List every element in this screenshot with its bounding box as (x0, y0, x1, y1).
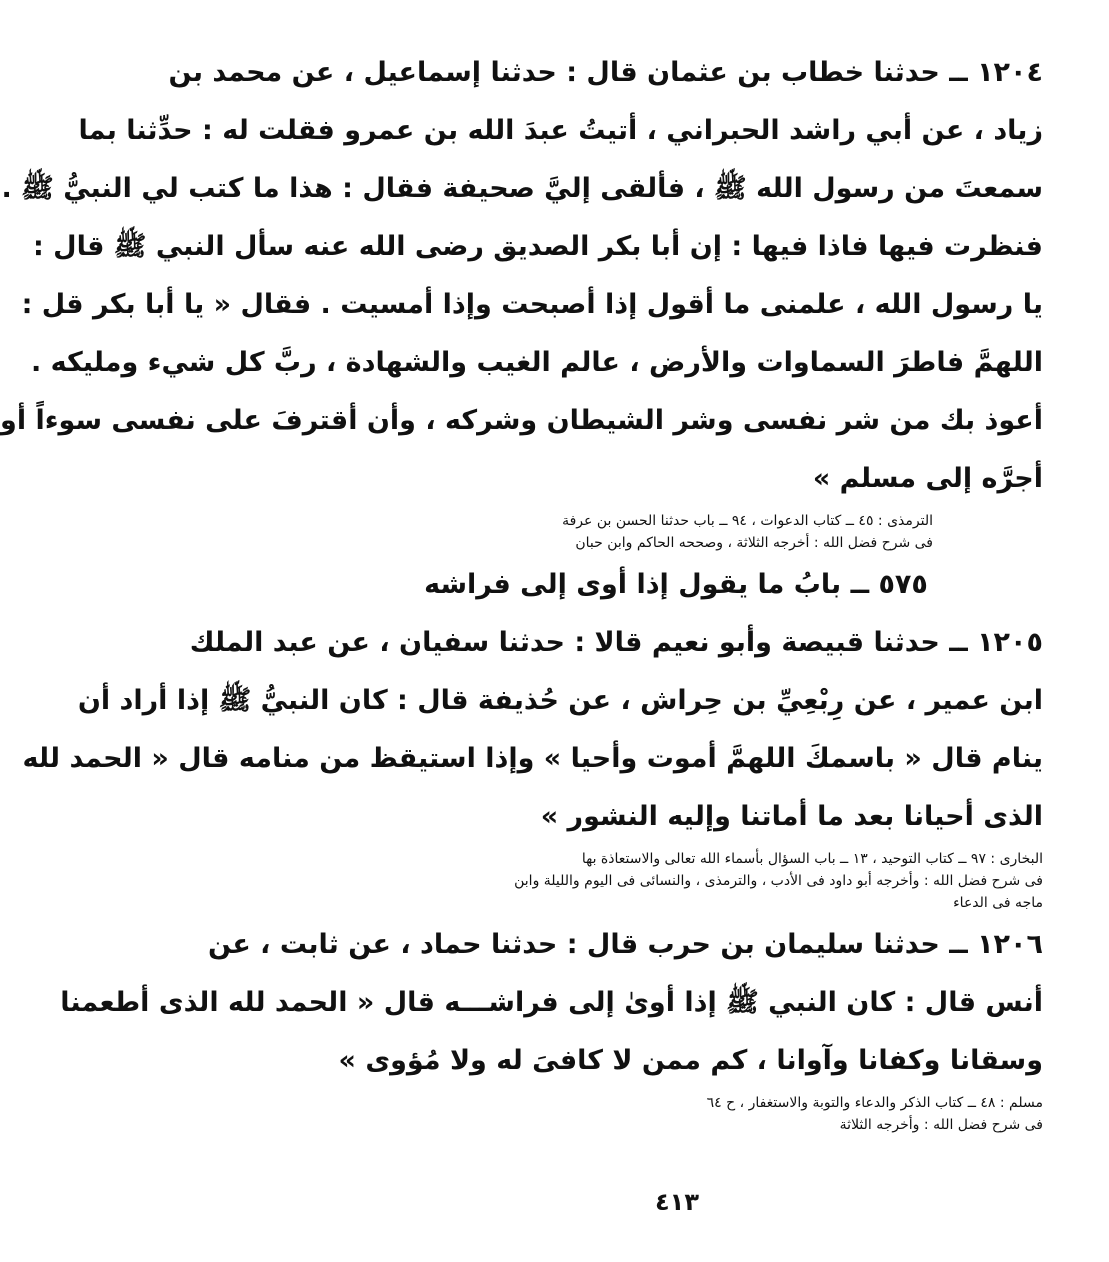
text-line: سمعتَ من رسول الله ﷺ ، فألقى إليَّ صحيفة فقال : هذا ما كتب لي النبيُّ ﷺ . (1, 173, 1043, 204)
footnote-line: البخارى : ٩٧ ــ كتاب التوحيد ، ١٣ ــ باب السؤال بأسماء الله تعالى والاستعاذة بها (581, 851, 1043, 867)
footnote-line: فى شرح فضل الله : أخرجه الثلاثة ، وصححه الحاكم وابن حبان (575, 535, 933, 551)
page-number: ٤١٣ (655, 1188, 699, 1216)
footnote-line: ماجه فى الدعاء (953, 895, 1043, 911)
text-line: فنظرت فيها فاذا فيها : إن أبا بكر الصديق رضى الله عنه سأل النبي ﷺ قال : (32, 231, 1043, 262)
hadith-1205 (22, 614, 1043, 846)
text-line: ١٢٠٦ ــ حدثنا سليمان بن حرب قال : حدثنا حماد ، عن ثابت ، عن (208, 929, 1043, 960)
text-line: أعوذ بك من شر نفسى وشر الشيطان وشركه ، وأن أقترفَ على نفسى سوءاً أو (0, 405, 1043, 436)
text-line: ١٢٠٥ ــ حدثنا قبيصة وأبو نعيم قالا : حدثنا سفيان ، عن عبد الملك (189, 627, 1043, 658)
text-line: أنس قال : كان النبي ﷺ إذا أوىٰ إلى فراشـــه قال « الحمد لله الذى أطعمنا (60, 987, 1043, 1018)
footnote-line: فى شرح فضل الله : وأخرجه الثلاثة (839, 1117, 1043, 1133)
chapter-heading: ٥٧٥ ــ بابُ ما يقول إذا أوى إلى فراشه (424, 569, 928, 600)
footnote-1204 (309, 510, 1043, 554)
text-line: الذى أحيانا بعد ما أماتنا وإليه النشور » (540, 801, 1043, 832)
footnote-line: فى شرح فضل الله : وأخرجه أبو داود فى الأدب ، والترمذى ، والنسائى فى اليوم والليلة وابن (514, 873, 1043, 889)
text-line: زياد ، عن أبي راشد الحبراني ، أتيتُ عبدَ الله بن عمرو فقلت له : حدِّثنا بما (78, 115, 1043, 146)
text-line: ينام قال « باسمكَ اللهمَّ أموت وأحيا » وإذا استيقظ من منامه قال « الحمد لله (22, 743, 1043, 774)
text-line: وسقانا وكفانا وآوانا ، كم ممن لا كافىَ له ولا مُؤوى » (338, 1045, 1043, 1076)
footnote-line: مسلم : ٤٨ ــ كتاب الذكر والدعاء والتوبة والاستغفار ، ح ٦٤ (706, 1095, 1043, 1111)
book-page (0, 44, 1043, 1262)
text-line: أجرَّه إلى مسلم » (812, 463, 1043, 494)
hadith-1204 (0, 44, 1043, 508)
text-line: ١٢٠٤ ــ حدثنا خطاب بن عثمان قال : حدثنا إسماعيل ، عن محمد بن (168, 57, 1043, 88)
footnote-1205 (309, 848, 1043, 914)
footnote-1206 (309, 1092, 1043, 1136)
text-line: يا رسول الله ، علمنى ما أقول إذا أصبحت وإذا أمسيت . فقال « يا أبا بكر قل : (21, 289, 1043, 320)
text-line: ابن عمير ، عن رِبْعِيِّ بن حِراش ، عن حُذيفة قال : كان النبيُّ ﷺ إذا أراد أن (77, 685, 1043, 716)
hadith-1206 (60, 916, 1043, 1090)
footnote-line: الترمذى : ٤٥ ــ كتاب الدعوات ، ٩٤ ــ باب حدثنا الحسن بن عرفة (562, 513, 933, 529)
text-line: اللهمَّ فاطرَ السماوات والأرض ، عالم الغيب والشهادة ، ربَّ كل شيء ومليكه . (30, 347, 1043, 378)
